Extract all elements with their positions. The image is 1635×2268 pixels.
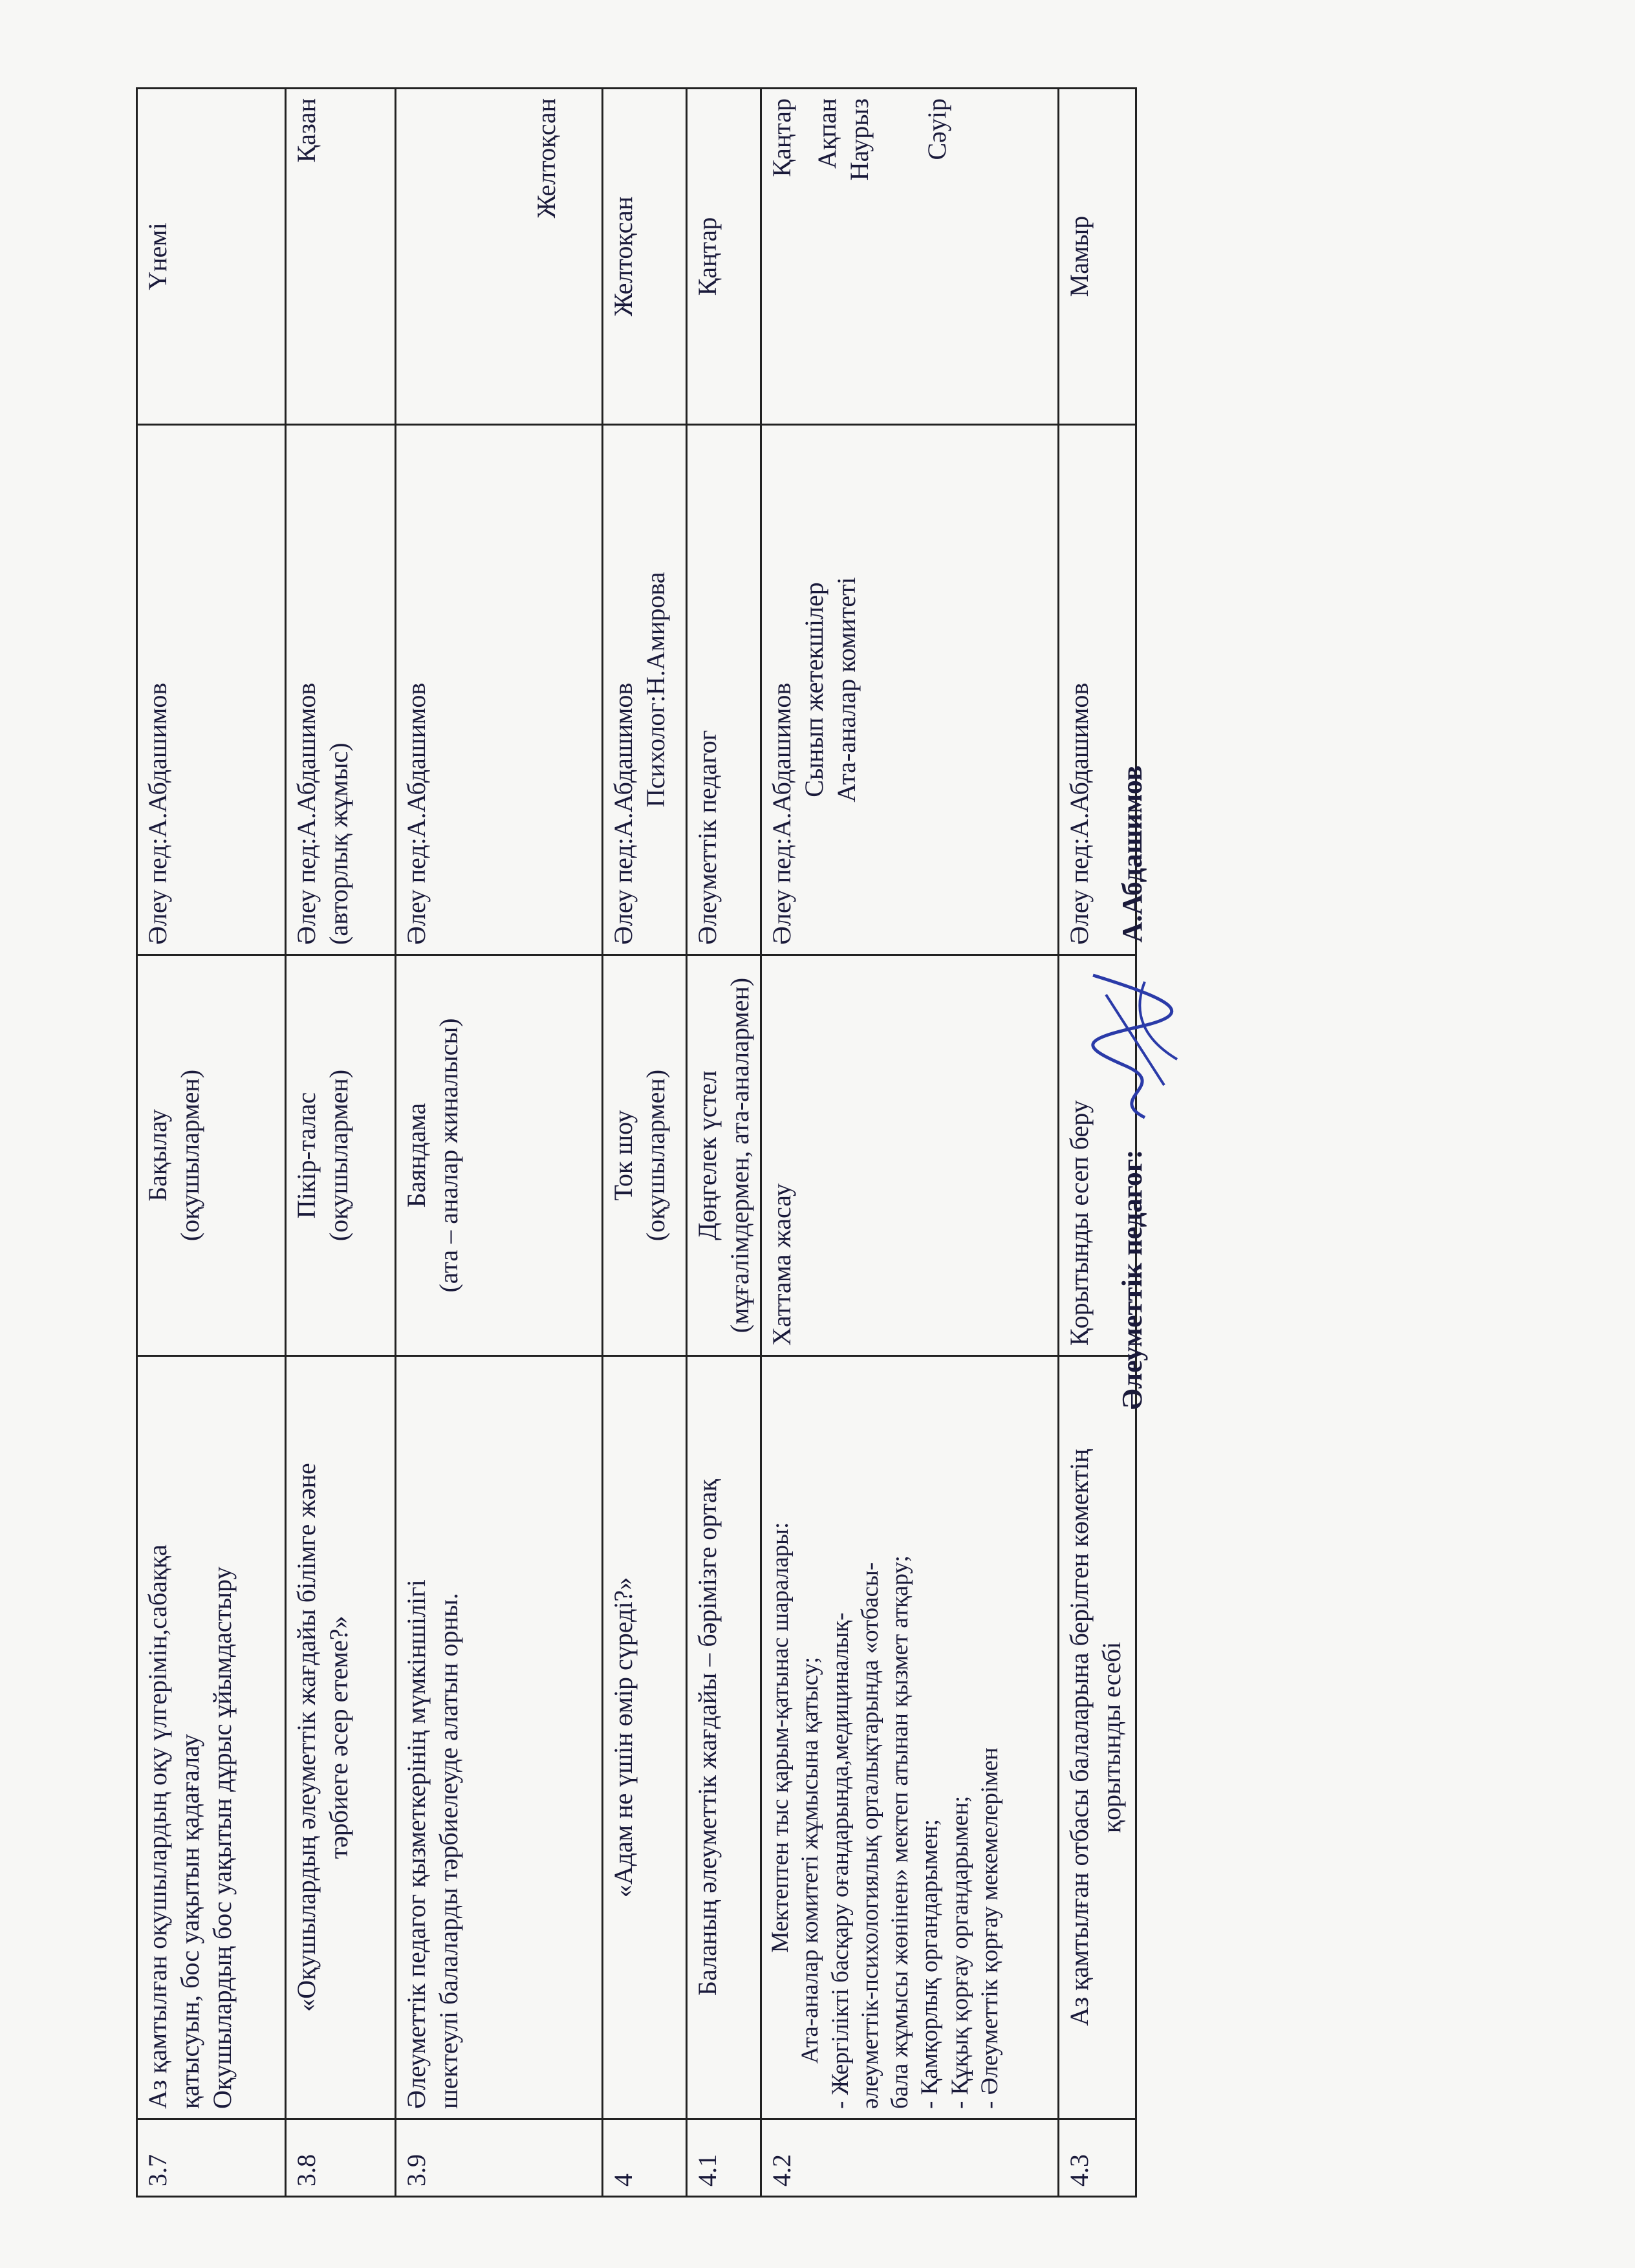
form-cell: Пікір-талас (оқушылармен) bbox=[286, 955, 396, 1356]
responsible-cell: Әлеу пед:А.Абдашимов Психолог:Н.Амирова bbox=[603, 425, 687, 955]
events-table bbox=[136, 87, 1137, 2198]
table-row bbox=[286, 89, 396, 2197]
signature-label: Әлеуметтік педагог: bbox=[1116, 1149, 1148, 1410]
event-cell: «Оқушылардың әлеуметтік жағдайы білімге және тәрбиеге әсер етеме?» bbox=[286, 1356, 396, 2119]
form-cell: Хаттама жасау bbox=[761, 955, 1059, 1356]
date-cell: Желтоқсан bbox=[603, 89, 687, 425]
responsible-cell: Әлеу пед:А.Абдашимов bbox=[1059, 425, 1136, 955]
date-cell: Қаңтар bbox=[687, 89, 761, 425]
signature-name: А.Абдашимов bbox=[1116, 765, 1148, 943]
form-cell: Баяндама (ата – аналар жиналысы) bbox=[396, 955, 603, 1356]
handwritten-signature-icon bbox=[1067, 969, 1196, 1124]
event-cell: Баланың әлеуметтік жағдайы – бәрімізге ортақ bbox=[687, 1356, 761, 2119]
event-cell: Аз қамтылған отбасы балаларына берілген көмектің қорытынды есебі bbox=[1059, 1356, 1136, 2119]
row-number: 3.7 bbox=[137, 2119, 286, 2197]
row-number: 4.3 bbox=[1059, 2119, 1136, 2197]
date-cell: Желтоқсан bbox=[396, 89, 603, 425]
event-cell: Мектептен тыс қарым-қатынас шаралары: Ата-аналар комитеті жұмысына қатысу; - Жергілікті басқару оғандарында,медициналық- әлеуметтік-психологиялық орталықтарында «отбасы- бала жұмысы жөнінен» мектеп атынан қызмет атқару; - Қамқорлық органдарымен; - Құқық қорғау органдарымен; - Әлеуметтік қорғау мекемелерімен bbox=[761, 1356, 1059, 2119]
responsible-cell: Әлеу пед:А.Абдашимов (авторлық жұмыс) bbox=[286, 425, 396, 955]
date-cell: Үнемі bbox=[137, 89, 286, 425]
date-cell: Қазан bbox=[286, 89, 396, 425]
responsible-cell: Әлеу пед:А.Абдашимов bbox=[137, 425, 286, 955]
signature-line bbox=[1067, 246, 1196, 1410]
responsible-cell: Әлеу пед:А.Абдашимов bbox=[396, 425, 603, 955]
form-cell: Қорытынды есеп беру bbox=[1059, 955, 1136, 1356]
table-row bbox=[137, 89, 286, 2197]
event-cell: «Адам не үшін өмір сүреді?» bbox=[603, 1356, 687, 2119]
event-cell: Аз қамтылған оқушылардың оқу үлгерімін,сабаққа қатысуын, бос уақытын қадағалау Оқушылардың бос уақытын дұрыс ұйымдастыру bbox=[137, 1356, 286, 2119]
rotated-table-wrapper bbox=[136, 89, 1137, 2198]
form-cell: Бақылау (оқушылармен) bbox=[137, 955, 286, 1356]
table-row bbox=[603, 89, 687, 2197]
form-cell: Ток шоу (оқушылармен) bbox=[603, 955, 687, 1356]
table-row bbox=[396, 89, 603, 2197]
responsible-cell: Әлеу пед:А.Абдашимов Сынып жетекшілер Ата-аналар комитеті bbox=[761, 425, 1059, 955]
row-number: 3.8 bbox=[286, 2119, 396, 2197]
form-cell: Дөңгелек үстел (мұғалімдермен, ата-аналармен) bbox=[687, 955, 761, 1356]
date-cell: Қаңтар Ақпан Наурыз Сәуір bbox=[761, 89, 1059, 425]
table-row bbox=[761, 89, 1059, 2197]
table-row bbox=[687, 89, 761, 2197]
event-cell: Әлеуметтік педагог қызметкерінің мүмкіншілігі шектеулі балаларды тәрбиелеуде алатын орны. bbox=[396, 1356, 603, 2119]
date-cell: Мамыр bbox=[1059, 89, 1136, 425]
row-number: 4 bbox=[603, 2119, 687, 2197]
row-number: 4.1 bbox=[687, 2119, 761, 2197]
responsible-cell: Әлеуметтік педагог bbox=[687, 425, 761, 955]
row-number: 3.9 bbox=[396, 2119, 603, 2197]
row-number: 4.2 bbox=[761, 2119, 1059, 2197]
